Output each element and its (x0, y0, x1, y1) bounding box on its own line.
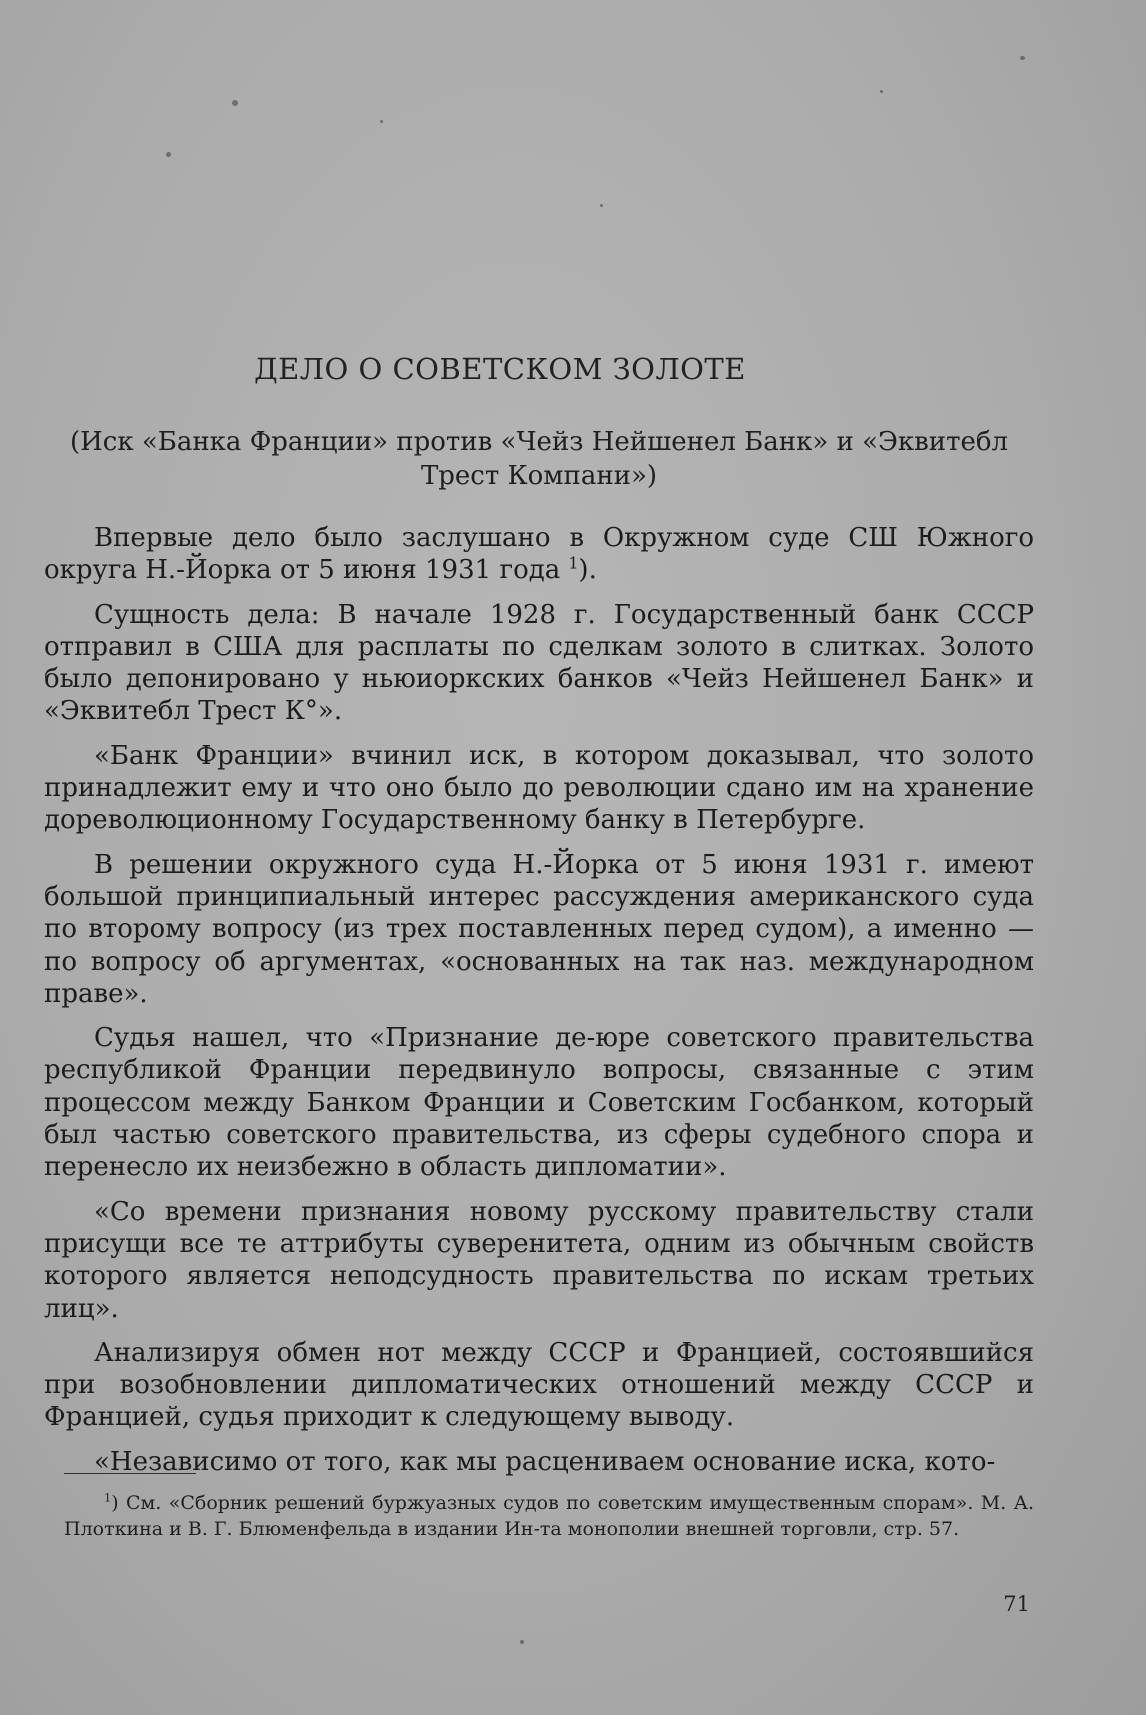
paragraph: «Со времени признания новому русскому правительству стали присущи все те аттрибуты суверенитета, одним из обычным свойств которого является неподсудность правительства по искам третьих лиц». (44, 1196, 1034, 1324)
ink-speck (1020, 56, 1025, 60)
footnote (64, 1490, 1034, 1542)
main-text (44, 522, 1034, 1490)
ink-speck (232, 100, 238, 106)
ink-speck (520, 1640, 524, 1644)
ink-speck (166, 152, 171, 157)
paragraph: Сущность дела: В начале 1928 г. Государственный банк СССР отправил в США для расплаты по сделкам золото в слитках. Золото было депонировано у ньюиоркских банков «Чейз Нейшенел Банк» и «Эквитебл Трест К°». (44, 599, 1034, 727)
ink-speck (380, 120, 383, 123)
footnote-text: ) См. «Сборник решений буржуазных судов по советским имущественным спорам». М. А. Плоткина и В. Г. Блюменфельда в издании Ин-та монополии внешней торговли, стр. 57. (64, 1492, 1034, 1540)
footnote-divider (64, 1473, 196, 1474)
paragraph: В решении окружного суда Н.-Йорка от 5 июня 1931 г. имеют большой принципиальный интерес рассуждения американского суда по второму вопросу (из трех поставленных перед судом), а именно — по вопросу об аргументах, «основанных на так наз. международном праве». (44, 849, 1034, 1009)
ink-speck (600, 204, 603, 207)
paragraph: «Банк Франции» вчинил иск, в котором доказывал, что золото принадлежит ему и что оно было до революции сдано им на хранение дореволюционному Государственному банку в Петербурге. (44, 740, 1034, 836)
paragraph: Судья нашел, что «Признание де-юре советского правительства республикой Франции передвинуло вопросы, связанные с этим процессом между Банком Франции и Советским Госбанком, который был частью советского правительства, из сферы судебного спора и перенесло их неизбежно в область дипломатии». (44, 1023, 1034, 1183)
page-title: ДЕЛО О СОВЕТСКОМ ЗОЛОТЕ (254, 352, 746, 386)
footnote-reference: 1 (568, 554, 579, 573)
footnote-marker: 1 (104, 1490, 112, 1505)
ink-speck (880, 90, 883, 93)
paragraph: Впервые дело было заслушано в Окружном суде СШ Южного округа Н.-Йорка от 5 июня 1931 года $^1$). (44, 523, 1034, 586)
paragraph: «Независимо от того, как мы расцениваем основание иска, кото- (94, 1446, 996, 1477)
paragraph: Анализируя обмен нот между СССР и Францией, состоявшийся при возобновлении дипломатических отношений между СССР и Францией, судья приходит к следующему выводу. (44, 1337, 1034, 1433)
page-subtitle: (Иск «Банка Франции» против «Чейз Нейшенел Банк» и «Эквитебл Трест Компани») (69, 427, 1009, 491)
page-number: 71 (1003, 1592, 1030, 1616)
